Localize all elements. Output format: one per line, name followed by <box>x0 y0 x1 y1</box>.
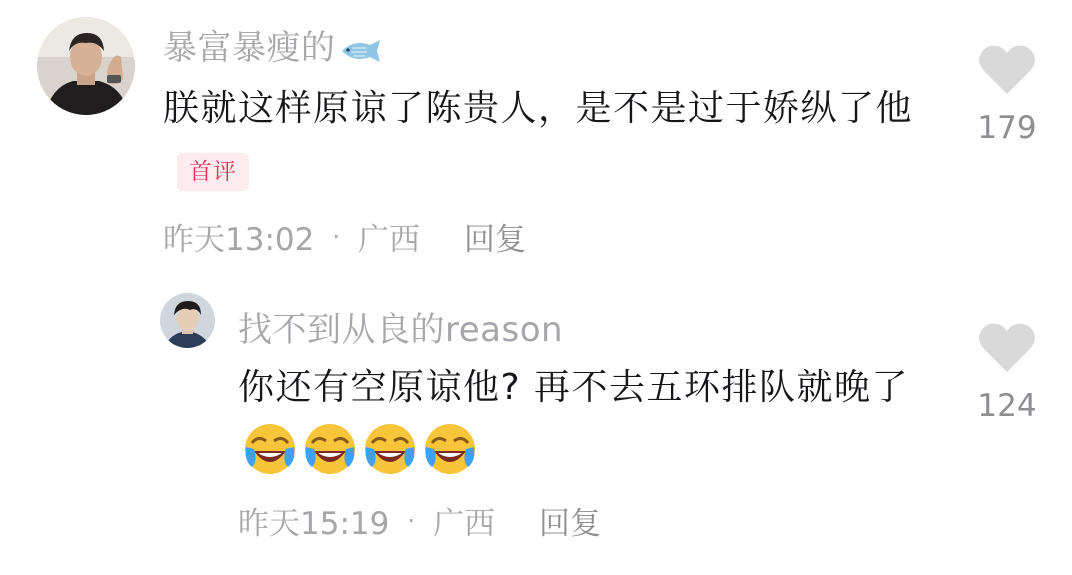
separator: · <box>407 506 415 535</box>
heart-icon <box>978 44 1036 96</box>
comment-location: 广西 <box>357 222 420 258</box>
laughing-crying-emoji <box>422 421 478 477</box>
laughing-crying-emoji <box>302 421 358 477</box>
reply-button[interactable]: 回复 <box>463 222 526 258</box>
avatar[interactable] <box>160 293 215 348</box>
comment-location: 广西 <box>432 506 495 542</box>
like-button[interactable] <box>962 44 1052 146</box>
like-button[interactable] <box>962 322 1052 424</box>
like-count: 124 <box>977 388 1037 424</box>
like-count: 179 <box>977 110 1037 146</box>
fish-icon <box>340 34 382 62</box>
avatar[interactable] <box>37 17 135 115</box>
first-comment-badge: 首评 <box>177 153 249 191</box>
username[interactable]: 找不到从良的reason <box>238 310 564 350</box>
reply-button[interactable]: 回复 <box>538 506 601 542</box>
comment-text: 朕就这样原谅了陈贵人，是不是过于娇纵了他 <box>163 88 914 129</box>
comment-text: 你还有空原谅他? 再不去五环排队就晚了 <box>238 367 910 408</box>
comment-time: 昨天15:19 <box>238 506 390 542</box>
comment-time: 昨天13:02 <box>163 222 315 258</box>
laughing-crying-emoji <box>242 421 298 477</box>
laughing-crying-emoji <box>362 421 418 477</box>
separator: · <box>332 222 340 251</box>
username[interactable]: 暴富暴瘦的 <box>163 28 336 68</box>
heart-icon <box>978 322 1036 374</box>
